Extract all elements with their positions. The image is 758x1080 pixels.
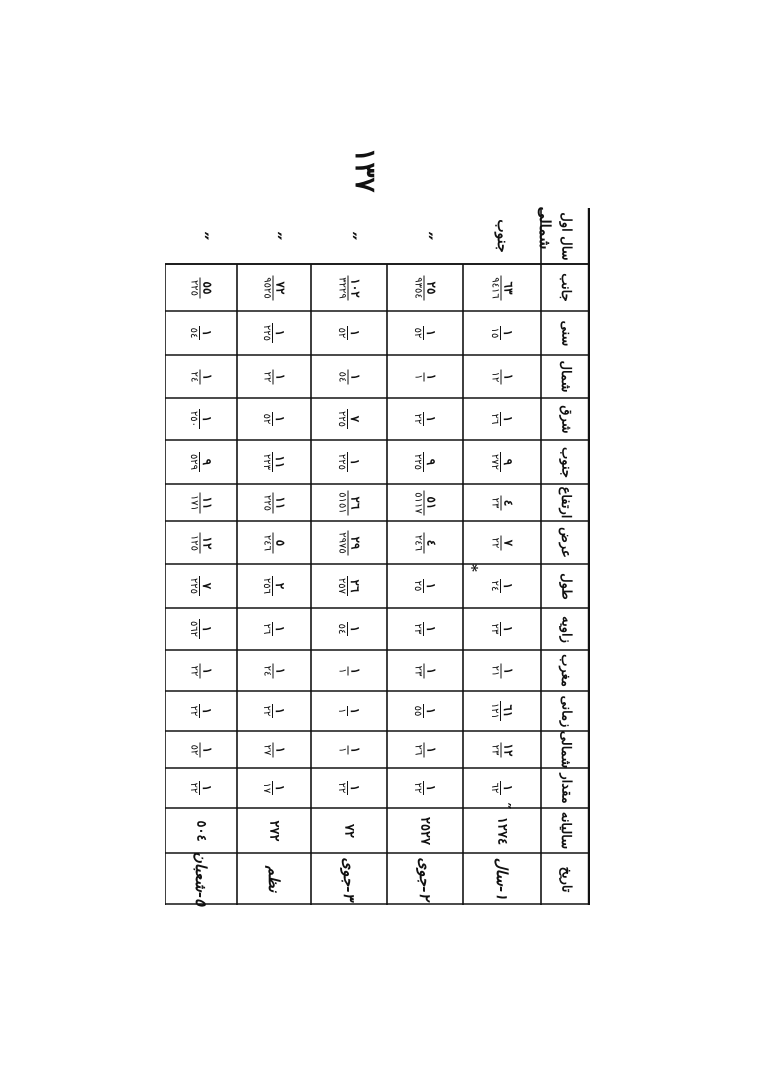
fraction-cell: [311, 650, 387, 691]
denominator: ٢٤٦: [261, 534, 273, 551]
fraction: [262, 275, 287, 300]
denominator: ٢٢٥: [188, 577, 200, 595]
denominator: ٢٦: [261, 623, 273, 635]
fraction: [337, 781, 362, 796]
denominator: ٢٢٥: [188, 279, 200, 296]
fraction-cell: [165, 311, 237, 355]
fraction: [337, 452, 362, 472]
fraction-cell: [387, 311, 463, 355]
denominator: ١٢: [489, 371, 501, 382]
fraction-cell: [387, 355, 463, 398]
amount-cell: ٢٧٢: [266, 820, 282, 841]
fraction-cell: [387, 564, 463, 608]
denominator: ٢٤: [261, 665, 273, 676]
denominator: ١٧١: [188, 494, 200, 511]
fraction: [189, 619, 214, 639]
fraction: [337, 369, 362, 384]
denominator: ٢٢٥: [261, 494, 273, 511]
header-cell: شرق: [558, 404, 573, 434]
numerator: ١: [273, 329, 288, 337]
fraction: [189, 781, 214, 796]
row-label: ٢-جوی: [416, 857, 434, 901]
header-cell: جانب: [558, 273, 573, 302]
fraction-cell: [463, 311, 541, 355]
denominator: ٢٣: [489, 744, 501, 755]
column-heading: ″: [413, 231, 437, 241]
column-heading: ″: [262, 231, 286, 241]
fraction: [413, 412, 438, 427]
header-cell: مقدار: [558, 772, 573, 804]
amount-cell: ٢٥٢٧: [417, 816, 433, 845]
numerator: ٩: [200, 458, 215, 466]
header-cell: سال اول: [558, 211, 573, 261]
fraction-cell: [311, 768, 387, 808]
amount-cell: ٧٢: [341, 823, 357, 838]
fraction: [337, 326, 362, 341]
denominator: ٢٢٥: [336, 410, 348, 428]
column-heading: ″: [337, 231, 361, 241]
denominator: ٥٤: [336, 371, 348, 382]
numerator: ٧: [501, 539, 516, 546]
fraction: [262, 576, 287, 596]
numerator: ١: [501, 667, 516, 674]
fraction-cell: [463, 355, 541, 398]
numerator: ١٢: [501, 743, 516, 756]
denominator: ١: [336, 746, 348, 753]
numerator: ٤: [501, 499, 516, 506]
denominator: ١٢١: [489, 702, 501, 720]
denominator: ٢٢٥: [336, 453, 348, 471]
fraction: [189, 409, 214, 429]
row-label: نظم: [265, 865, 283, 893]
denominator: ٥٢: [261, 413, 273, 425]
fraction-cell: [165, 564, 237, 608]
denominator: ٢٧: [261, 744, 273, 755]
fraction-cell: [237, 768, 311, 808]
header-cell: شمال: [558, 360, 573, 393]
denominator: ٢٣: [489, 497, 501, 508]
numerator: ١١: [273, 455, 288, 469]
fraction-cell: [237, 398, 311, 440]
numerator: ١: [501, 329, 516, 337]
numerator: ١٢: [200, 536, 215, 549]
fraction-cell: [311, 484, 387, 521]
denominator: ٥٦٢: [188, 620, 200, 638]
denominator: ٩٥٢٥: [261, 276, 273, 299]
row-label: ٥-شعبان: [192, 851, 210, 907]
fraction: [337, 665, 362, 675]
header-cell: مغرب: [558, 654, 573, 687]
fraction: [413, 663, 438, 678]
denominator: ٢٢: [188, 665, 200, 676]
numerator: ١: [200, 415, 215, 423]
row-label: ٣-جوی: [340, 857, 358, 901]
fraction-cell: [311, 440, 387, 484]
fraction-cell: [311, 691, 387, 731]
numerator: ٦١: [501, 704, 516, 718]
numerator: ١١: [200, 496, 215, 509]
numerator: ١: [348, 746, 363, 753]
denominator: ٢٧٢: [489, 453, 501, 471]
denominator: ٢٢: [188, 705, 200, 717]
fraction: [337, 275, 362, 300]
fraction-cell: [387, 608, 463, 650]
numerator: ١: [273, 784, 288, 792]
denominator: ٢٢٥: [412, 453, 424, 471]
fraction: [189, 369, 214, 384]
header-cell: زاویه: [558, 615, 573, 643]
numerator: ١: [273, 667, 288, 674]
fraction-cell: [311, 398, 387, 440]
fraction-cell: [237, 650, 311, 691]
numerator: ١: [200, 746, 215, 753]
denominator: ١٥: [489, 327, 501, 339]
numerator: ١: [273, 373, 288, 380]
numerator: ٩: [424, 458, 439, 466]
fraction: [490, 452, 515, 472]
denominator: ٢٢: [336, 782, 348, 794]
numerator: ٢٦: [348, 579, 363, 593]
fraction: [189, 326, 214, 341]
denominator: ٢٤٦: [412, 534, 424, 551]
numerator: ٩: [501, 458, 516, 466]
fraction: [413, 704, 438, 719]
fraction: [337, 409, 362, 429]
fraction: [413, 275, 438, 300]
numerator: ١: [424, 746, 439, 753]
numerator: ١١: [273, 496, 288, 509]
denominator: ٢٩٧٥: [336, 531, 348, 554]
numerator: ١: [348, 784, 363, 792]
numerator: ١: [424, 667, 439, 674]
numerator: ١: [424, 707, 439, 715]
bottom-label-mark: شمالی: [536, 206, 554, 250]
row-label: ١-سال: [493, 857, 511, 901]
denominator: ٥١١٧: [412, 491, 424, 514]
denominator: ١: [336, 667, 348, 674]
fraction: [490, 275, 515, 300]
fraction: [189, 532, 214, 552]
denominator: ٢٢: [188, 782, 200, 794]
denominator: ٥٢: [412, 327, 424, 339]
fraction: [189, 492, 214, 512]
denominator: ٣٢٢٩: [336, 276, 348, 299]
denominator: ٢٢: [489, 537, 501, 548]
denominator: ١٧: [261, 782, 273, 794]
denominator: ٥١٥١: [336, 491, 348, 514]
denominator: ٢٦: [412, 744, 424, 755]
numerator: ٥: [273, 539, 288, 546]
numerator: ٢: [273, 582, 288, 590]
fraction-cell: [165, 355, 237, 398]
numerator: ١: [273, 625, 288, 633]
fraction-cell: [387, 650, 463, 691]
fraction-cell: [387, 731, 463, 768]
fraction-cell: [387, 440, 463, 484]
fraction-cell: [311, 608, 387, 650]
fraction: [413, 742, 438, 757]
denominator: ٢٣: [412, 665, 424, 676]
numerator: ٢٩: [348, 536, 363, 549]
fraction-cell: [463, 398, 541, 440]
fraction-cell: [311, 355, 387, 398]
denominator: ٢٥٦: [261, 577, 273, 595]
fraction: [337, 622, 362, 637]
denominator: ١٢٥: [188, 534, 200, 551]
fraction: [189, 704, 214, 719]
fraction: [490, 701, 515, 721]
fraction-cell: [237, 264, 311, 311]
fraction: [337, 744, 362, 754]
fraction: [490, 495, 515, 510]
header-cell: تاریخ: [558, 866, 573, 892]
fraction-cell: [463, 691, 541, 731]
denominator: ٥٢: [188, 744, 200, 755]
fraction-cell: [165, 731, 237, 768]
fraction-cell: [237, 311, 311, 355]
numerator: ١: [348, 625, 363, 633]
numerator: ٢٦: [348, 496, 363, 509]
fraction: [413, 622, 438, 637]
fraction-cell: [463, 484, 541, 521]
fraction: [262, 622, 287, 637]
fraction-cell: [463, 608, 541, 650]
fraction: [262, 781, 287, 796]
fraction: [337, 530, 362, 555]
fraction: [262, 412, 287, 427]
denominator: ٢٥: [412, 580, 424, 592]
denominator: ٥٢٩: [188, 453, 200, 471]
denominator: ٢٢: [412, 413, 424, 425]
numerator: ١: [424, 373, 439, 380]
fraction: [189, 576, 214, 596]
amount-cell: ١٢٧٤: [494, 816, 510, 845]
denominator: ٢٥٧: [336, 577, 348, 595]
fraction-cell: [237, 564, 311, 608]
fraction-cell: [387, 768, 463, 808]
numerator: ١: [200, 784, 215, 792]
fraction-cell: [237, 691, 311, 731]
fraction-cell: [387, 521, 463, 564]
fraction: [189, 742, 214, 757]
fraction-cell: [165, 768, 237, 808]
numerator: ١: [348, 329, 363, 337]
fraction: [262, 532, 287, 552]
numerator: ١: [348, 667, 363, 674]
header-cell: سالیانه: [558, 811, 573, 850]
amount-cell: ٥٠٤: [193, 820, 209, 841]
denominator: ٥٤: [188, 327, 200, 339]
denominator: ١: [412, 373, 424, 380]
numerator: ١: [273, 707, 288, 715]
fraction: [413, 371, 438, 381]
fraction-cell: [237, 440, 311, 484]
denominator: ٥٥: [412, 705, 424, 717]
numerator: ١: [501, 625, 516, 633]
fraction: [262, 323, 287, 343]
denominator: ٢٣: [412, 623, 424, 635]
numerator: ٤: [424, 539, 439, 546]
denominator: ٢٤: [489, 580, 501, 592]
fraction-cell: [165, 484, 237, 521]
fraction-cell: [311, 521, 387, 564]
numerator: ٦٣: [501, 281, 516, 294]
numerator: ١: [348, 458, 363, 466]
page-number: ١٣٧: [349, 147, 382, 193]
denominator: ٢٥٠: [188, 410, 200, 428]
fraction: [490, 326, 515, 341]
fraction: [262, 369, 287, 384]
denominator: ٥٢: [336, 327, 348, 339]
fraction: [490, 622, 515, 637]
fraction-cell: [311, 731, 387, 768]
fraction: [262, 742, 287, 757]
fraction-cell: [237, 521, 311, 564]
fraction-cell: [237, 355, 311, 398]
fraction: [490, 579, 515, 594]
fraction-cell: [463, 440, 541, 484]
fraction: [262, 704, 287, 719]
numerator: ١: [424, 625, 439, 633]
denominator: ٥٤: [336, 623, 348, 635]
fraction-cell: [463, 650, 541, 691]
numerator: ٢٥: [424, 281, 439, 294]
fraction: [337, 576, 362, 596]
fraction: [413, 452, 438, 472]
fraction: [262, 492, 287, 512]
numerator: ٧: [200, 582, 215, 590]
fraction: [189, 663, 214, 678]
fraction-cell: [237, 484, 311, 521]
numerator: ١: [501, 582, 516, 590]
fraction: [189, 452, 214, 472]
denominator: ٢٢٣: [261, 453, 273, 471]
rotated-table: [165, 208, 590, 905]
fraction: [337, 490, 362, 515]
fraction-cell: [387, 484, 463, 521]
fraction: [413, 490, 438, 515]
numerator: ١٠٢: [348, 277, 363, 298]
denominator: ٩٤١٦: [489, 276, 501, 299]
fraction-cell: [165, 521, 237, 564]
fraction-cell: [311, 264, 387, 311]
fraction-cell: [463, 264, 541, 311]
fraction-cell: [387, 398, 463, 440]
numerator: ١: [348, 707, 363, 715]
fraction: [262, 452, 287, 472]
header-cell: شمالی: [558, 730, 573, 769]
denominator: ٢٢٥: [261, 324, 273, 342]
denominator: ٦٢: [489, 782, 501, 794]
denominator: ٢١: [489, 665, 501, 676]
numerator: ١: [200, 667, 215, 674]
fraction: [490, 412, 515, 427]
numerator: ١: [501, 415, 516, 423]
numerator: ١: [200, 373, 215, 380]
stray-mark: ∗: [466, 562, 484, 574]
column-heading: جنوب: [494, 219, 510, 253]
denominator: ٩٣٥٤: [412, 276, 424, 299]
numerator: ١: [501, 373, 516, 380]
fraction-cell: [387, 264, 463, 311]
numerator: ١: [424, 784, 439, 792]
header-cell: طول: [558, 572, 573, 600]
fraction-cell: [237, 731, 311, 768]
numerator: ١: [273, 415, 288, 423]
fraction-cell: [311, 311, 387, 355]
denominator: ٢٣: [489, 623, 501, 635]
fraction: [413, 579, 438, 594]
numerator: ١: [424, 582, 439, 590]
fraction-cell: [237, 608, 311, 650]
numerator: ١: [424, 329, 439, 337]
fraction-cell: [463, 731, 541, 768]
numerator: ١: [200, 329, 215, 337]
fraction: [490, 781, 515, 796]
fraction: [413, 532, 438, 552]
denominator: ٢٤: [188, 371, 200, 382]
fraction: [413, 781, 438, 796]
fraction: [490, 369, 515, 384]
fraction: [189, 277, 214, 297]
fraction-cell: [387, 691, 463, 731]
fraction-cell: [165, 440, 237, 484]
header-cell: زمانی: [558, 695, 573, 727]
fraction-cell: [165, 608, 237, 650]
denominator: ٢٢: [261, 371, 273, 382]
denominator: ١: [336, 708, 348, 714]
numerator: ١: [501, 784, 516, 792]
header-cell: عرض: [558, 527, 573, 558]
fraction-cell: [165, 691, 237, 731]
numerator: ٧٢: [273, 281, 288, 294]
header-cell: سنی: [558, 320, 573, 346]
denominator: ٢٦: [489, 413, 501, 425]
fraction: [490, 535, 515, 550]
fraction: [490, 741, 515, 758]
denominator: ٢٢: [261, 705, 273, 717]
fraction: [337, 706, 362, 716]
fraction-cell: [165, 398, 237, 440]
numerator: ٥٥: [200, 281, 215, 294]
numerator: ١: [348, 373, 363, 380]
numerator: ١: [200, 707, 215, 715]
numerator: ١: [200, 625, 215, 633]
numerator: ١: [424, 415, 439, 423]
fraction: [413, 326, 438, 341]
denominator: ٢٢: [412, 782, 424, 794]
stray-mark: ″: [496, 802, 514, 810]
numerator: ١: [273, 746, 288, 753]
fraction-cell: [311, 564, 387, 608]
fraction-cell: [165, 650, 237, 691]
numerator: ٧: [348, 415, 363, 423]
fraction: [490, 663, 515, 678]
column-heading: ″: [189, 231, 213, 241]
fraction: [262, 663, 287, 678]
header-cell: جنوب: [558, 446, 573, 478]
numerator: ٥١: [424, 496, 439, 509]
header-cell: ارتفاع: [558, 486, 573, 519]
fraction-cell: [165, 264, 237, 311]
